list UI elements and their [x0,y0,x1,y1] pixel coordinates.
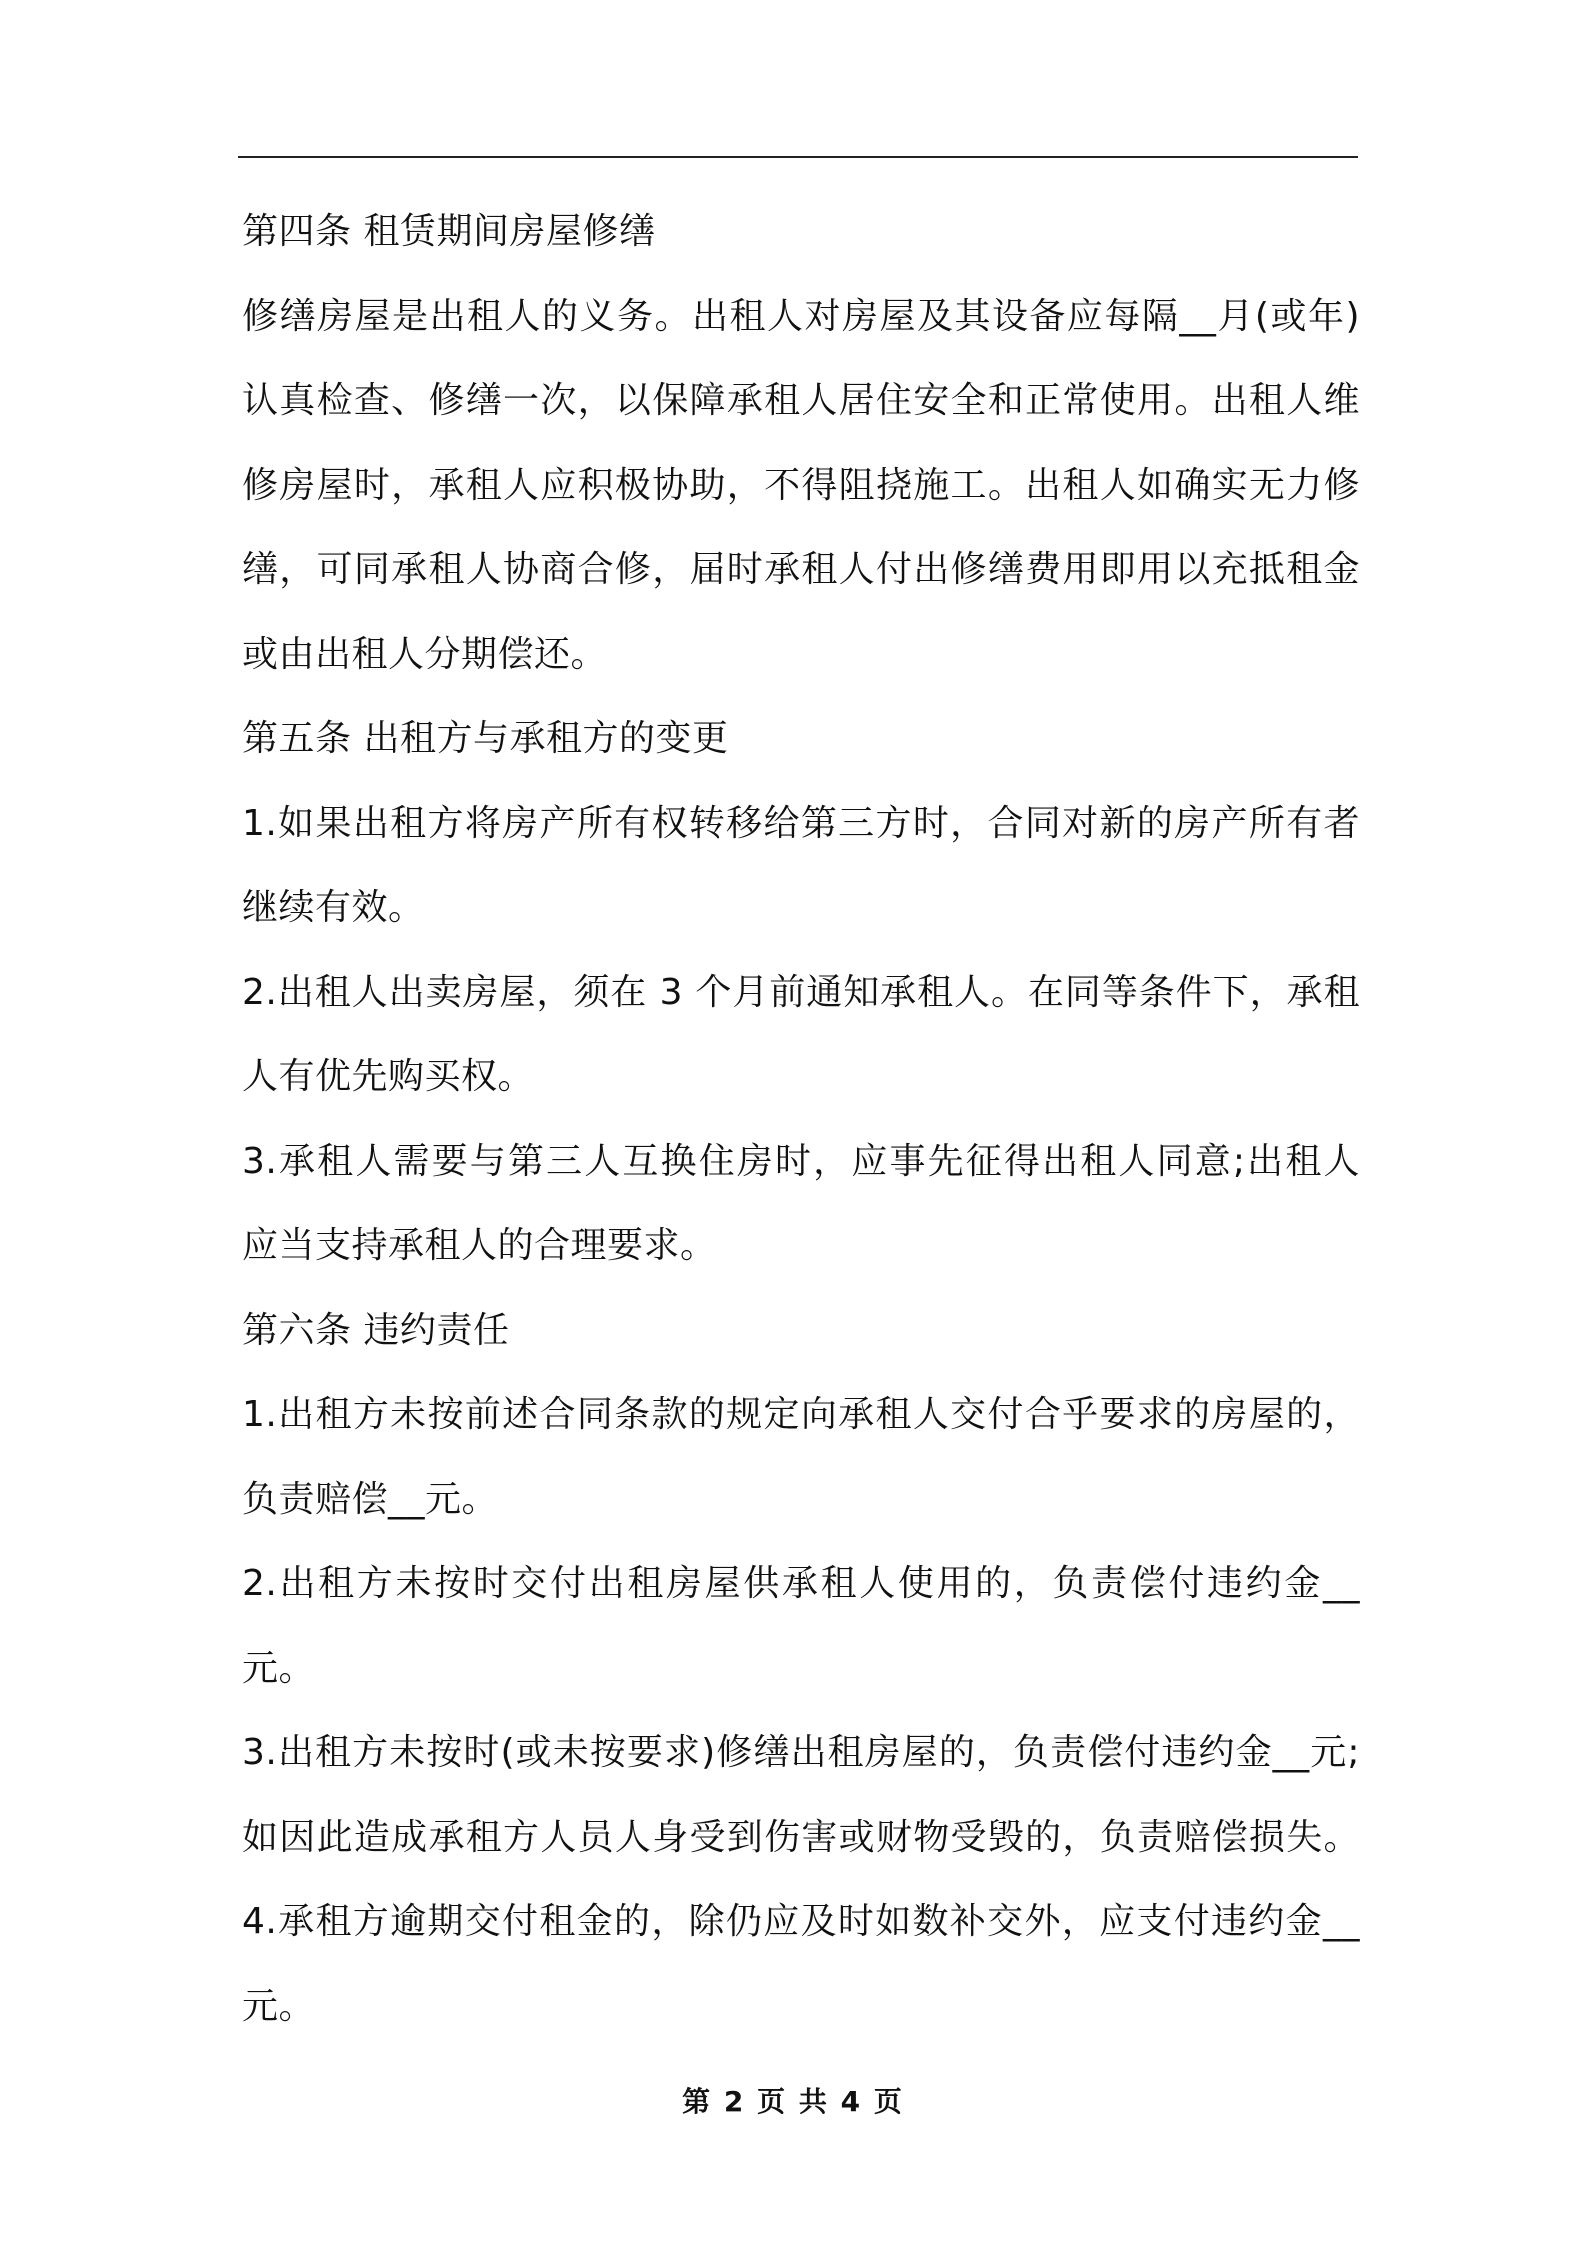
document-body [242,190,1360,2049]
paragraph-line: 认真检查、修缮一次，以保障承租人居住安全和正常使用。出租人维 [242,380,1360,421]
header-rule [238,156,1358,158]
paragraph-line: 4.承租方逾期交付租金的，除仍应及时如数补交外，应支付违约金__ [242,1901,1360,1942]
paragraph-line: 应当支持承租人的合理要求。 [242,1225,717,1266]
article-5-heading: 第五条 出租方与承租方的变更 [242,718,729,759]
paragraph-line: 1.如果出租方将房产所有权转移给第三方时，合同对新的房产所有者 [242,802,1360,844]
paragraph-line: 修房屋时，承租人应积极协助，不得阻挠施工。出租人如确实无力修 [242,464,1360,506]
paragraph-line: 1.出租方未按前述合同条款的规定向承租人交付合乎要求的房屋的， [242,1394,1360,1435]
paragraph-line: 2.出租人出卖房屋，须在 3 个月前通知承租人。在同等条件下，承租 [242,971,1360,1013]
paragraph-line: 3.承租人需要与第三人互换住房时，应事先征得出租人同意;出租人 [242,1140,1360,1182]
paragraph-line: 修缮房屋是出租人的义务。出租人对房屋及其设备应每隔__月(或年) [242,295,1360,337]
article-4-heading: 第四条 租赁期间房屋修缮 [242,211,656,252]
paragraph-line: 负责赔偿__元。 [242,1478,499,1520]
paragraph-line: 2.出租方未按时交付出租房屋供承租人使用的，负责偿付违约金__ [242,1563,1360,1604]
paragraph-line: 人有优先购买权。 [242,1056,535,1097]
paragraph-line: 3.出租方未按时(或未按要求)修缮出租房屋的，负责偿付违约金__元; [242,1732,1360,1773]
paragraph-line: 继续有效。 [242,887,425,928]
paragraph-line: 缮，可同承租人协商合修，届时承租人付出修缮费用即用以充抵租金 [242,549,1360,590]
article-6-heading: 第六条 违约责任 [242,1309,510,1351]
page-number-footer: 第 2 页 共 4 页 [682,2085,904,2118]
paragraph-line: 或由出租人分期偿还。 [242,633,608,675]
paragraph-line: 如因此造成承租方人员人身受到伤害或财物受毁的，负责赔偿损失。 [242,1816,1360,1858]
paragraph-line: 元。 [242,1647,316,1689]
paragraph-line: 元。 [242,1985,316,2027]
